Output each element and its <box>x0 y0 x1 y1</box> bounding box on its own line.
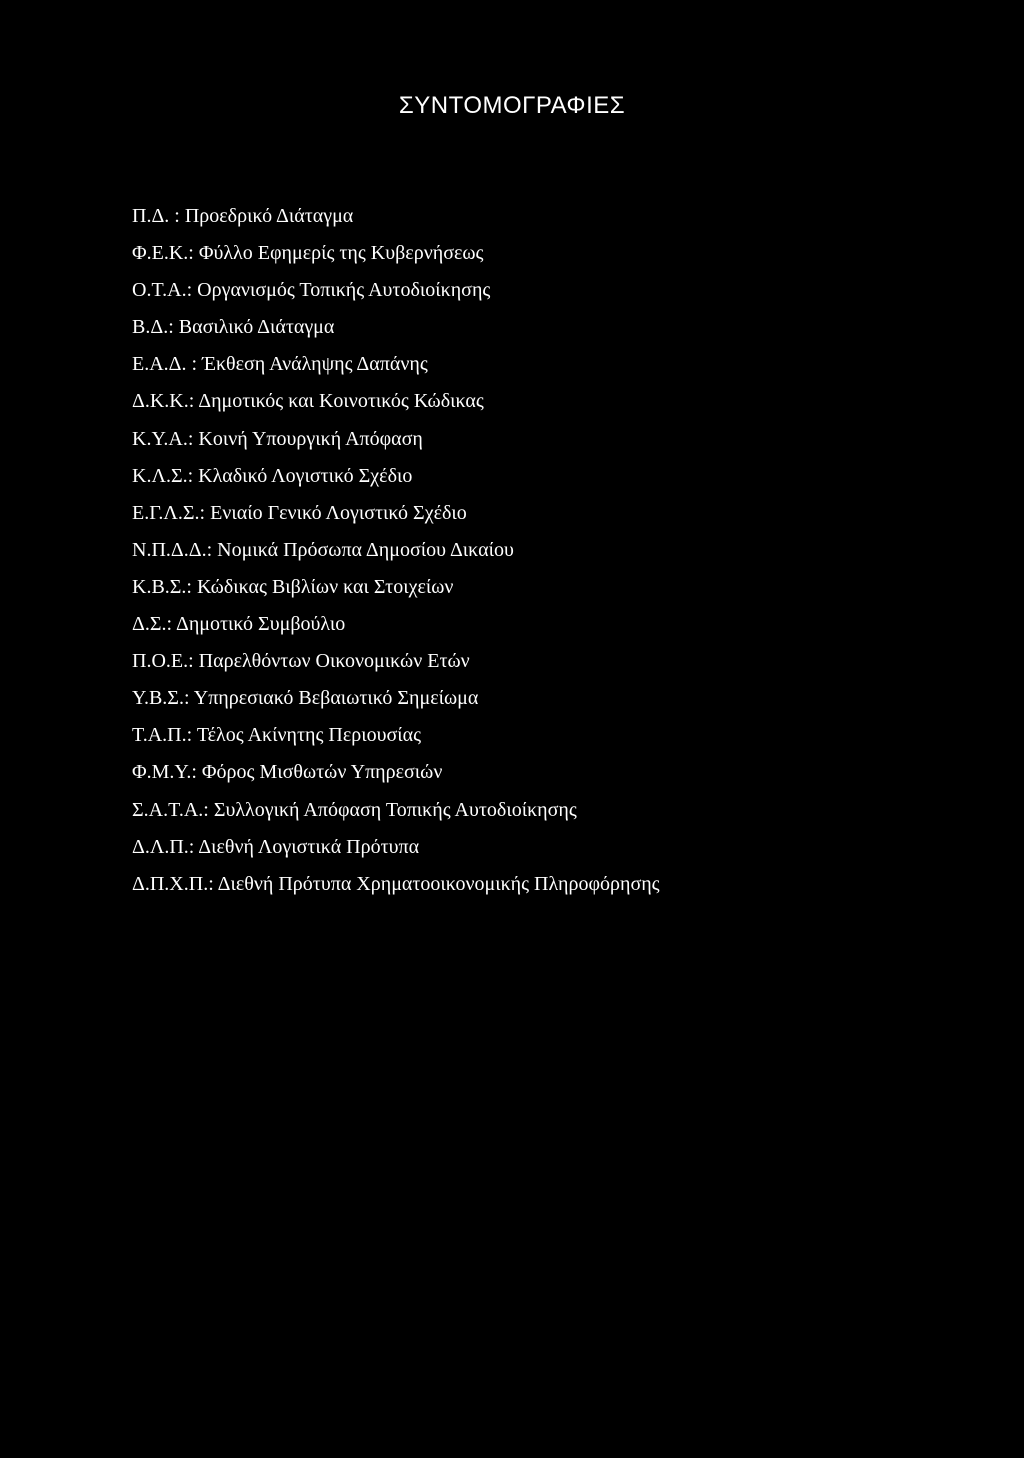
list-item: Ε.Γ.Λ.Σ.: Ενιαίο Γενικό Λογιστικό Σχέδιο <box>132 501 467 524</box>
list-item: Τ.Α.Π.: Τέλος Ακίνητης Περιουσίας <box>132 724 422 747</box>
abbreviation-list <box>132 198 660 903</box>
list-item: Φ.Μ.Υ.: Φόρος Μισθωτών Υπηρεσιών <box>132 761 443 784</box>
list-item: Υ.Β.Σ.: Υπηρεσιακό Βεβαιωτικό Σημείωμα <box>132 687 479 710</box>
list-item: Ν.Π.Δ.Δ.: Νομικά Πρόσωπα Δημοσίου Δικαίου <box>132 538 514 561</box>
list-item: Π.Δ. : Προεδρικό Διάταγμα <box>132 205 354 227</box>
list-item: Δ.Π.Χ.Π.: Διεθνή Πρότυπα Χρηματοοικονομικής Πληροφόρησης <box>132 872 660 895</box>
page-title: ΣΥΝΤΟΜΟΓΡΑΦΙΕΣ <box>398 92 626 119</box>
list-item: Φ.Ε.Κ.: Φύλλο Εφημερίς της Κυβερνήσεως <box>132 242 484 265</box>
list-item: Ο.Τ.Α.: Οργανισμός Τοπικής Αυτοδιοίκησης <box>132 279 491 302</box>
list-item: Δ.Σ.: Δημοτικό Συμβούλιο <box>132 613 346 636</box>
list-item: Π.Ο.Ε.: Παρελθόντων Οικονομικών Ετών <box>132 650 470 673</box>
list-item: Κ.Β.Σ.: Κώδικας Βιβλίων και Στοιχείων <box>132 575 454 598</box>
list-item: Κ.Λ.Σ.: Κλαδικό Λογιστικό Σχέδιο <box>132 464 413 487</box>
list-item: Δ.Κ.Κ.: Δημοτικός και Κοινοτικός Κώδικας <box>132 390 484 413</box>
list-item: Δ.Λ.Π.: Διεθνή Λογιστικά Πρότυπα <box>132 835 420 858</box>
list-item: Κ.Υ.Α.: Κοινή Υπουργική Απόφαση <box>132 427 423 450</box>
list-item: Ε.Α.Δ. : Έκθεση Ανάληψης Δαπάνης <box>132 353 428 376</box>
list-item: Σ.Α.Τ.Α.: Συλλογική Απόφαση Τοπικής Αυτοδιοίκησης <box>132 798 577 821</box>
list-item: Β.Δ.: Βασιλικό Διάταγμα <box>132 316 335 339</box>
